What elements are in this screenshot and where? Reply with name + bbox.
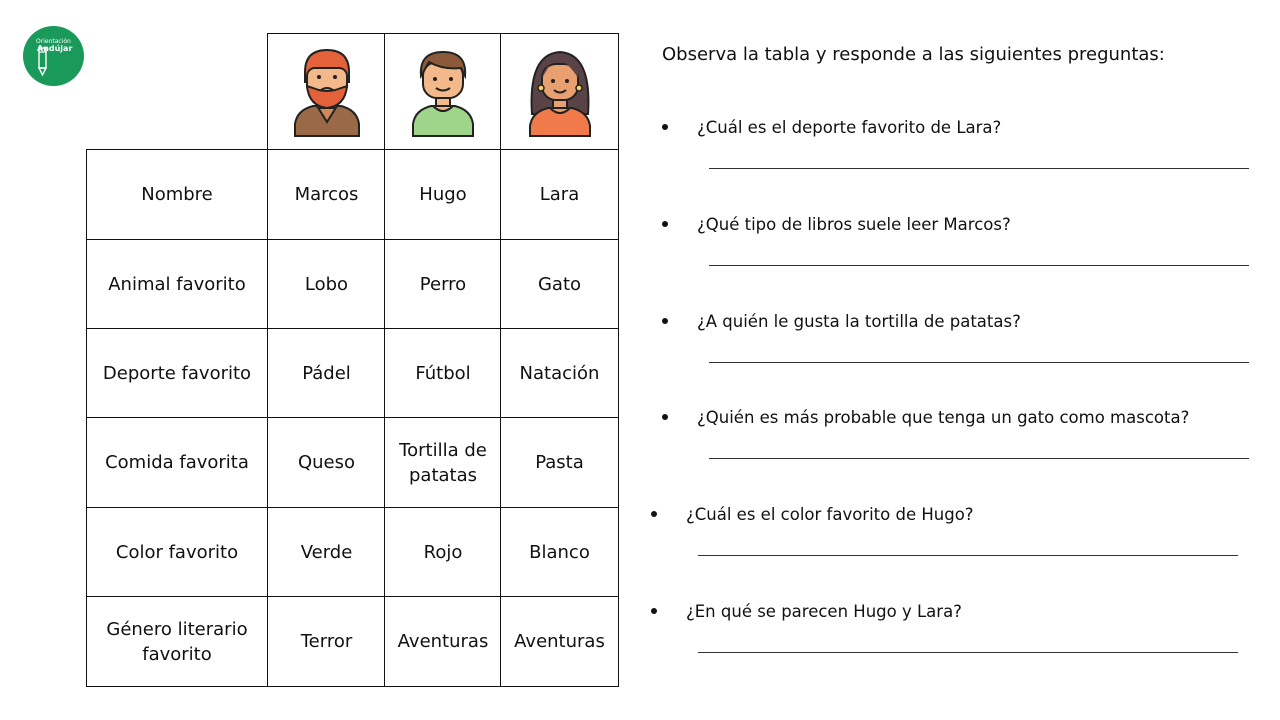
boy-icon bbox=[403, 44, 483, 140]
cell-marcos-comida: Queso bbox=[267, 417, 386, 508]
row-header-color: Color favorito bbox=[86, 507, 268, 597]
row-header-nombre: Nombre bbox=[86, 149, 268, 240]
logo-line-1: Orientación bbox=[36, 38, 71, 45]
answer-line-4[interactable] bbox=[709, 458, 1249, 459]
cell-lara-color: Blanco bbox=[500, 507, 619, 597]
avatar-cell-lara bbox=[500, 33, 619, 150]
cell-marcos-color: Verde bbox=[267, 507, 386, 597]
row-header-genero: Género literario favorito bbox=[86, 596, 268, 687]
cell-lara-animal: Gato bbox=[500, 239, 619, 329]
cell-hugo-genero: Aventuras bbox=[384, 596, 502, 687]
cell-hugo-nombre: Hugo bbox=[384, 149, 502, 240]
bullet bbox=[662, 318, 668, 324]
bullet bbox=[662, 221, 668, 227]
answer-line-2[interactable] bbox=[709, 265, 1249, 266]
cell-hugo-deporte: Fútbol bbox=[384, 328, 502, 418]
cell-lara-deporte: Natación bbox=[500, 328, 619, 418]
cell-lara-genero: Aventuras bbox=[500, 596, 619, 687]
cell-hugo-animal: Perro bbox=[384, 239, 502, 329]
question-4: ¿Quién es más probable que tenga un gato como mascota? bbox=[697, 408, 1190, 427]
question-6: ¿En qué se parecen Hugo y Lara? bbox=[686, 602, 962, 621]
answer-line-6[interactable] bbox=[698, 652, 1238, 653]
answer-line-5[interactable] bbox=[698, 555, 1238, 556]
row-header-animal: Animal favorito bbox=[86, 239, 268, 329]
cell-marcos-deporte: Pádel bbox=[267, 328, 386, 418]
bullet bbox=[662, 124, 668, 130]
avatar-cell-marcos bbox=[267, 33, 386, 150]
questions-title: Observa la tabla y responde a las siguientes preguntas: bbox=[662, 44, 1165, 65]
cell-hugo-comida: Tortilla de patatas bbox=[384, 417, 502, 508]
cell-marcos-nombre: Marcos bbox=[267, 149, 386, 240]
question-1: ¿Cuál es el deporte favorito de Lara? bbox=[697, 118, 1002, 137]
woman-icon bbox=[520, 44, 600, 140]
avatar-cell-hugo bbox=[384, 33, 502, 150]
question-2: ¿Qué tipo de libros suele leer Marcos? bbox=[697, 215, 1011, 234]
logo-line-2: Andújar bbox=[37, 44, 73, 53]
cell-marcos-animal: Lobo bbox=[267, 239, 386, 329]
row-header-deporte: Deporte favorito bbox=[86, 328, 268, 418]
cell-lara-comida: Pasta bbox=[500, 417, 619, 508]
cell-marcos-genero: Terror bbox=[267, 596, 386, 687]
bullet bbox=[651, 608, 657, 614]
question-5: ¿Cuál es el color favorito de Hugo? bbox=[686, 505, 974, 524]
question-3: ¿A quién le gusta la tortilla de patatas? bbox=[697, 312, 1021, 331]
cell-lara-nombre: Lara bbox=[500, 149, 619, 240]
cell-hugo-color: Rojo bbox=[384, 507, 502, 597]
answer-line-3[interactable] bbox=[709, 362, 1249, 363]
bullet bbox=[662, 414, 668, 420]
bullet bbox=[651, 511, 657, 517]
row-header-comida: Comida favorita bbox=[86, 417, 268, 508]
man-beard-icon bbox=[287, 44, 367, 140]
answer-line-1[interactable] bbox=[709, 168, 1249, 169]
